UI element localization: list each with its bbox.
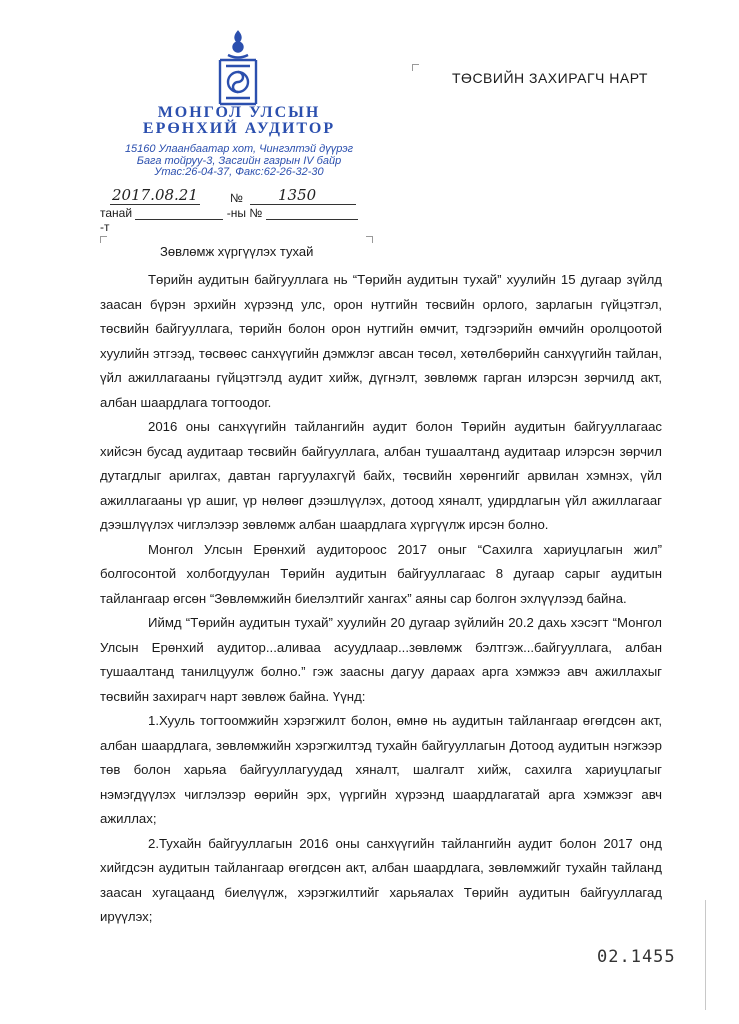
stamped-serial-number: 02.1455 [597, 947, 676, 967]
ref-middle: -ны № [226, 206, 263, 220]
soyombo-emblem-icon [206, 30, 270, 110]
contact-line: Утас:26-04-37, Факс:62-26-32-30 [154, 166, 324, 178]
date-number-row [100, 186, 360, 208]
body-paragraph: Төрийн аудитын байгууллага нь “Төрийн аудитын тухай” хуулийн 15 дугаар зүйлд заасан бүрэн эрхийн хүрээнд улс, орон нутгийн төсвийн орлого, зарлагын гүйцэтгэл, төсвийн байгууллага, төрийн болон орон нутгийн өмчит, тэдгээрийн өмчийн оролцоотой хуулийн этгээд, төсвөөс санхүүгийн дэмжлэг авсан төсөл, хөтөлбөрийн санхүүгийн тайлан, үйл ажиллагааны гүйцэтгэлд аудит хийж, дүгнэлт, зөвлөмж гарган илэрсэн зөрчилд акт, албан шаардлага тогтоодог. [100, 272, 662, 410]
body-paragraph: Иймд “Төрийн аудитын тухай” хуулийн 20 дугаар зүйлийн 20.2 дахь хэсэгт “Монгол Улсын Ерөнхий аудитор...аливаа асуудлаар...зөвлөмж бэлтгэж...байгууллага, албан тушаалтанд танилцуулж болно.” гэж заасны дагуу дараах арга хэмжээ авч ажиллахыг төсвийн захирагч нарт зөвлөж байна. Үүнд: [100, 615, 662, 704]
reference-row [100, 206, 370, 234]
body-paragraph: 2016 оны санхүүгийн тайлангийн аудит болон Төрийн аудитын байгууллагаас хийсэн бусад аудитаар төсвийн байгууллага, албан тушаалтанд аудитаар илэрсэн зөрчил дутагдлыг арилгах, давтан гаргуулахгүй байх, төсвийн хөрөнгийг арвилан хэмнэх, үйл ажиллагааны үр ашиг, үр нөлөөг дээшлүүлэх, дотоод хяналт, удирдлагын үйл ажиллагааг дээшлүүлэх чиглэлээр зөвлөмж албан шаардлага хүргүүлж ирсэн болно. [100, 419, 662, 532]
number-label: № [230, 191, 243, 205]
corner-mark [100, 236, 107, 243]
recipient-heading: ТӨСВИЙН ЗАХИРАГЧ НАРТ [452, 70, 648, 86]
number-underline [250, 204, 356, 205]
handwritten-date: 2017.08.21 [112, 186, 198, 204]
corner-mark [412, 64, 419, 71]
ref-blank-1 [135, 207, 223, 220]
address-line: Бага тойруу-3, Засгийн газрын IV байр [136, 155, 342, 167]
corner-mark [366, 236, 373, 243]
handwritten-number: 1350 [278, 186, 317, 204]
ref-blank-2 [266, 207, 358, 220]
body-paragraph: Монгол Улсын Ерөнхий аудитороос 2017 оныг “Сахилга хариуцлагын жил” болгосонтой холбогдуулан Төрийн аудитын байгууллагаас 8 дугаар сарыг аудитын тайлангаар өгсөн “Зөвлөмжийн биелэлтийг хангах” аяны сар болгон эхлүүлээд байна. [100, 541, 662, 606]
ref-prefix: танай [100, 206, 133, 220]
org-name-line2: ЕРӨНХИЙ АУДИТОР [142, 120, 336, 137]
address-line: 15160 Улаанбаатар хот, Чингэлтэй дүүрэг [124, 143, 354, 155]
body-paragraph: 1.Хууль тогтоомжийн хэрэгжилт болон, өмнө нь аудитын тайлангаар өгөгдсөн акт, албан шаардлага, зөвлөмжийн хэрэгжилтэд тухайн байгууллагын Дотоод аудитын нэгжээр төв болон харьяа байгууллагуудад хяналт, шалгалт хийж, сахилга хариуцлагыг нэмэгдүүлэх чиглэлээр өөрийн эрх, үүргийн хүрээнд шаардлагатай арга хэмжээг авч ажиллах; [100, 713, 662, 826]
subject-line: Зөвлөмж хүргүүлэх тухай [160, 244, 314, 259]
letter-body [100, 268, 662, 930]
scan-edge-line [705, 900, 706, 1010]
ref-suffix: -т [100, 220, 110, 234]
date-underline [110, 204, 200, 205]
body-paragraph: 2.Тухайн байгууллагын 2016 оны санхүүгийн тайлангийн аудит болон 2017 онд хийгдсэн аудитын тайлангаар өгөгдсөн акт, албан шаардлага, зөвлөмжийг тухайн тайланд заасан хугацаанд биелүүлж, хэрэгжилтийг харьяалах Төрийн аудитын байгууллагад ирүүлэх; [100, 835, 662, 924]
org-name-line1: МОНГОЛ УЛСЫН [157, 104, 321, 121]
